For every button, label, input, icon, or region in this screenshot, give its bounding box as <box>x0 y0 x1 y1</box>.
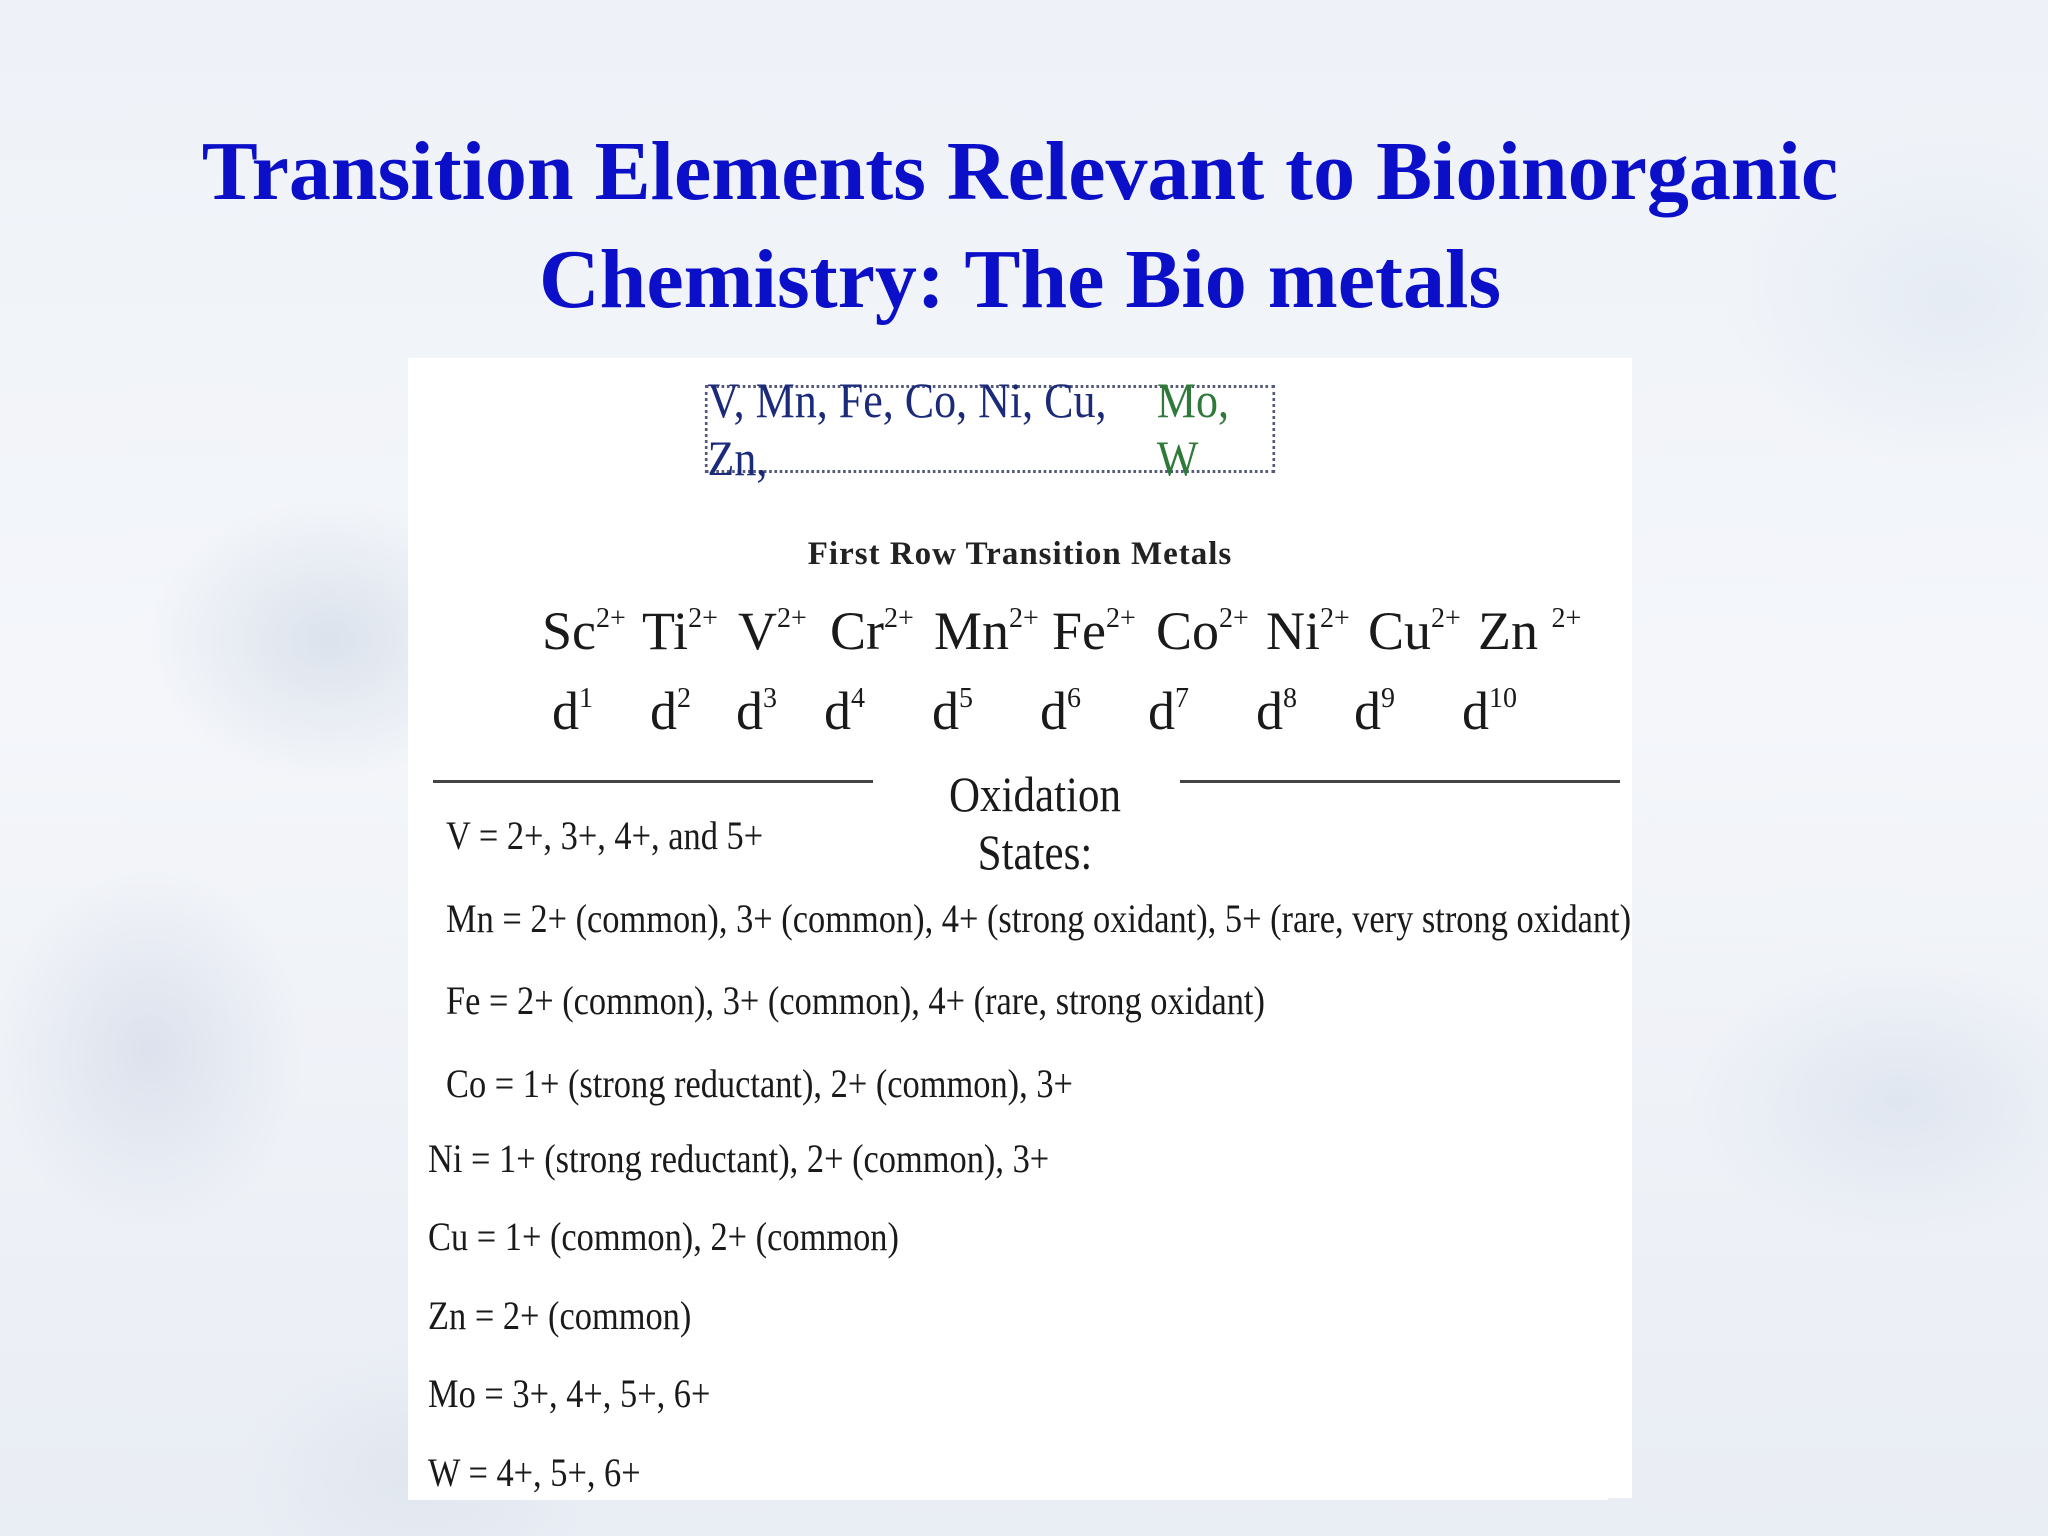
first-row-heading: First Row Transition Metals <box>807 536 1233 572</box>
ion-fe: $Fe^{2+}$ <box>1052 601 1136 661</box>
oxidation-line-mn: Mn = 2+ (common), 3+ (common), 4+ (strong oxidant), 5+ (rare, very strong oxidant) <box>446 896 1632 941</box>
oxidation-line-co: Co = 1+ (strong reductant), 2+ (common), 3+ <box>446 1061 1073 1106</box>
oxidation-line-mo: Mo = 3+, 4+, 5+, 6+ <box>428 1371 711 1416</box>
ion-row <box>530 600 1590 670</box>
config-mn: $d^5$ <box>932 681 973 741</box>
ion-mn: $Mn^{2+}$ <box>934 601 1039 661</box>
oxidation-line-v: V = 2+, 3+, 4+, and 5+ <box>446 813 764 858</box>
ion-zn: Zn $^{2+}$ <box>1478 601 1582 661</box>
ion-sc: $Sc^{2+}$ <box>542 601 626 661</box>
config-ni: $d^8$ <box>1256 681 1297 741</box>
config-zn: $d^{10}$ <box>1462 681 1517 741</box>
config-co: $d^7$ <box>1148 681 1189 741</box>
oxidation-line-zn: Zn = 2+ (common) <box>428 1293 692 1338</box>
divider-right <box>1180 780 1620 783</box>
ion-v: $V^{2+}$ <box>738 601 807 661</box>
oxidation-line-ni: Ni = 1+ (strong reductant), 2+ (common), 3+ <box>428 1136 1050 1181</box>
ion-cu: $Cu^{2+}$ <box>1368 601 1461 661</box>
oxidation-line-cu: Cu = 1+ (common), 2+ (common) <box>428 1214 899 1259</box>
bio-metals-box <box>705 372 1275 486</box>
config-ti: $d^2$ <box>650 681 691 741</box>
ion-co: $Co^{2+}$ <box>1156 601 1249 661</box>
ion-ni: $Ni^{2+}$ <box>1266 601 1350 661</box>
bio-metals-list: V, Mn, Fe, Co, Ni, Cu, Zn, <box>707 372 1107 486</box>
config-cu: $d^9$ <box>1354 681 1395 741</box>
config-v: $d^3$ <box>736 681 777 741</box>
slide-title <box>60 118 1980 334</box>
oxidation-states-heading: Oxidation States: <box>949 766 1121 880</box>
bio-metals-highlighted: Mo, W <box>1156 372 1230 486</box>
config-sc: $d^1$ <box>552 681 593 741</box>
config-fe: $d^6$ <box>1040 681 1081 741</box>
d-electron-row <box>530 680 1590 750</box>
slide-title-line-1: Transition Elements Relevant to Bioinorganic <box>201 125 1839 218</box>
oxidation-line-fe: Fe = 2+ (common), 3+ (common), 4+ (rare, strong oxidant) <box>446 978 1265 1023</box>
oxidation-line-w: W = 4+, 5+, 6+ <box>428 1450 641 1495</box>
config-cr: $d^4$ <box>824 681 865 741</box>
slide-title-line-2: Chemistry: The Bio metals <box>538 233 1502 326</box>
ion-ti: $Ti^{2+}$ <box>642 601 718 661</box>
divider-left <box>433 780 873 783</box>
ion-cr: $Cr^{2+}$ <box>830 601 914 661</box>
